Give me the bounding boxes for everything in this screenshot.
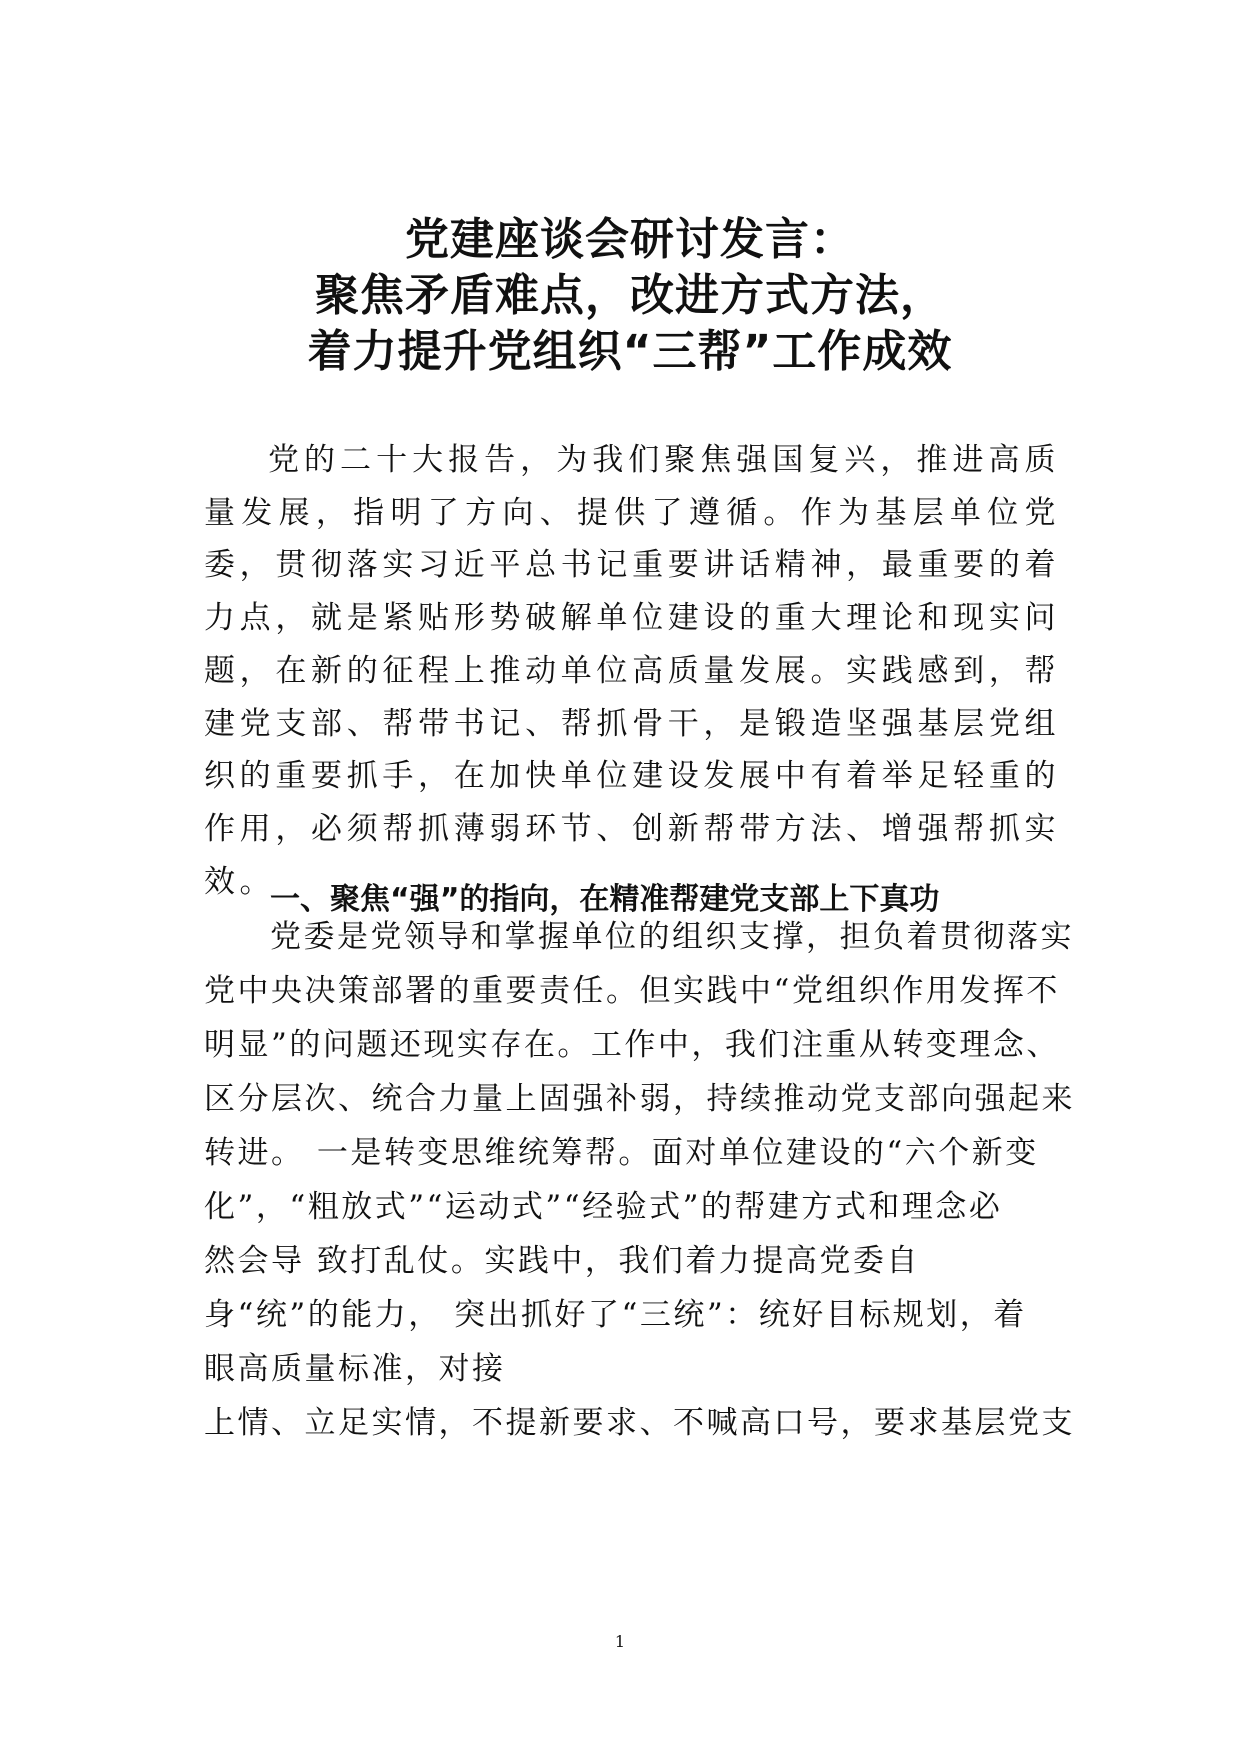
body-line-10: 上情、立足实情，不提新要求、不喊高口号，要求基层党支	[204, 1405, 1075, 1441]
body-line-7: 然会导 致打乱仗。实践中，我们着力提高党委自	[204, 1243, 920, 1279]
body-line-8: 身“统”的能力， 突出抓好了“三统”：统好目标规划，着	[204, 1297, 1027, 1333]
body-line-5: 转进。 一是转变思维统筹帮。面对单位建设的“六个新变	[204, 1135, 1039, 1171]
document-title	[150, 212, 1110, 380]
body-line-1: 党委是党领导和掌握单位的组织支撑，担负着贯彻落实	[270, 919, 1074, 955]
title-line-3: 着力提升党组织“三帮”工作成效	[307, 326, 953, 377]
body-line-4: 区分层次、统合力量上固强补弱，持续推动党支部向强起来	[204, 1081, 1075, 1117]
intro-section	[204, 434, 1060, 908]
title-line-2: 聚焦矛盾难点，改进方式方法，	[315, 270, 945, 321]
page-number: 1	[614, 1632, 626, 1651]
section-body	[204, 910, 1074, 1450]
body-line-3: 明显”的问题还现实存在。工作中，我们注重从转变理念、	[204, 1027, 1060, 1063]
body-line-2: 党中央决策部署的重要责任。但实践中“党组织作用发挥不	[204, 973, 1060, 1009]
intro-paragraph: 党的二十大报告，为我们聚焦强国复兴，推进高质量发展，指明了方向、提供了遵循。作为基层单位党委，贯彻落实习近平总书记重要讲话精神，最重要的着力点，就是紧贴形势破解单位建设的重大理论和现实问题，在新的征程上推动单位高质量发展。实践感到，帮建党支部、帮带书记、帮抓骨干，是锻造坚强基层党组织的重要抓手，在加快单位建设发展中有着举足轻重的作用，必须帮抓薄弱环节、创新帮带方法、增强帮抓实效。	[204, 442, 1060, 900]
body-line-6: 化”，“粗放式”“运动式”“经验式”的帮建方式和理念必	[204, 1189, 1003, 1225]
title-line-1: 党建座谈会研讨发言：	[405, 214, 855, 265]
section-heading: 一、聚焦“强”的指向，在精准帮建党支部上下真功	[270, 882, 940, 917]
body-line-9: 眼高质量标准，对接	[204, 1351, 506, 1387]
